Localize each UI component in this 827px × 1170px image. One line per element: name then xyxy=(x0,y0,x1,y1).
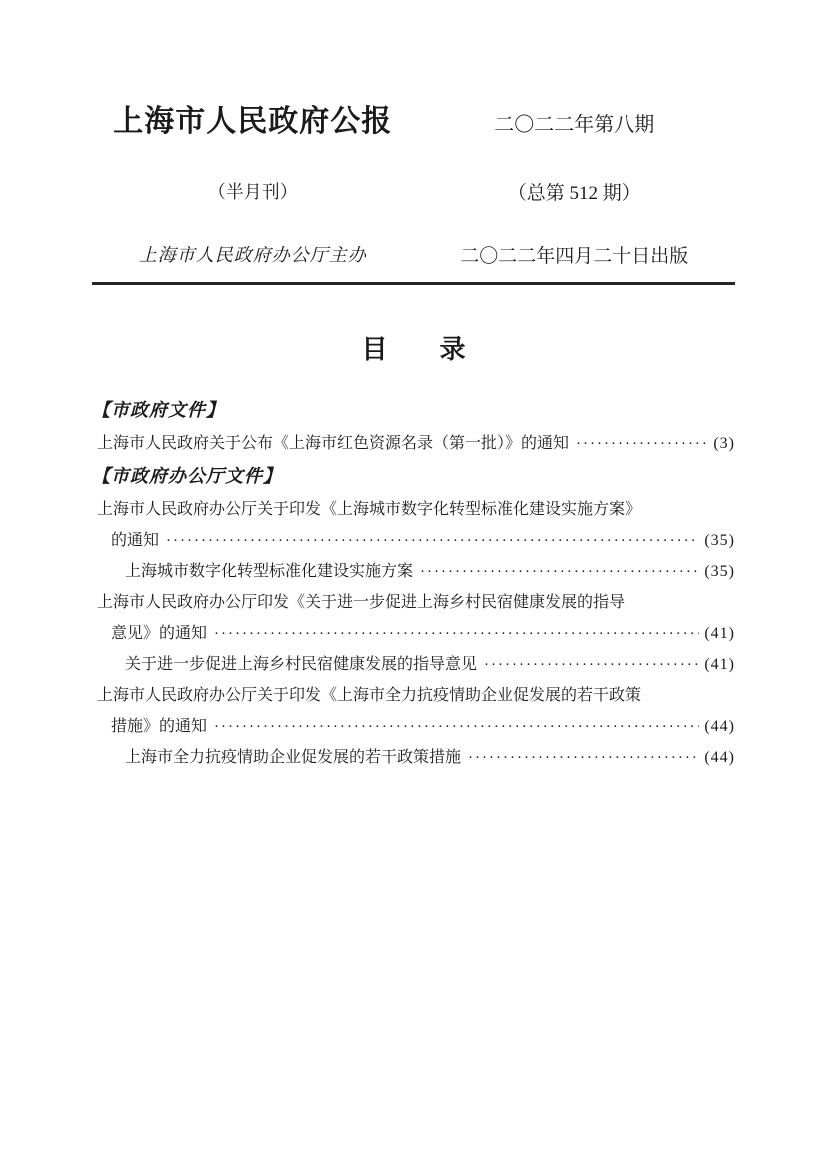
gazette-title: 上海市人民政府公报 xyxy=(113,105,393,138)
toc-entry-continuation xyxy=(92,525,735,556)
masthead-row-title xyxy=(92,104,735,140)
toc-entry xyxy=(92,494,735,525)
dot-leader xyxy=(166,525,699,557)
organizer: 上海市人民政府办公厅主办 xyxy=(138,245,367,265)
masthead xyxy=(92,0,735,285)
toc-entry xyxy=(92,428,735,459)
toc-entry-title: 上海市人民政府办公厅关于印发《上海城市数字化转型标准化建设实施方案》 xyxy=(97,501,642,518)
toc-section-header xyxy=(92,393,735,428)
frequency-note: （半月刊） xyxy=(207,182,298,202)
dot-leader xyxy=(214,711,699,743)
page-number: (41) xyxy=(704,625,735,642)
dot-leader xyxy=(484,649,699,681)
dot-leader xyxy=(468,742,699,774)
toc-entry xyxy=(92,587,735,618)
toc-entry-title: 上海市全力抗疫情助企业促发展的若干政策措施 xyxy=(125,749,462,766)
masthead-row-publisher xyxy=(92,241,735,282)
toc-entry xyxy=(92,680,735,711)
toc-entry-continuation xyxy=(92,711,735,742)
toc-entry-title: 的通知 xyxy=(111,532,160,549)
page-number: (3) xyxy=(713,435,735,452)
toc-entry-title: 上海市人民政府办公厅印发《关于进一步促进上海乡村民宿健康发展的指导 xyxy=(97,594,626,611)
dot-leader xyxy=(576,428,708,460)
toc-entry-continuation xyxy=(92,618,735,649)
dot-leader xyxy=(214,618,699,650)
toc-section-label: 【市政府办公厅文件】 xyxy=(92,466,282,486)
toc-entry-title: 上海城市数字化转型标准化建设实施方案 xyxy=(125,563,414,580)
toc-heading: 目 录 xyxy=(361,335,466,364)
toc-entry-title: 上海市人民政府办公厅关于印发《上海市全力抗疫情助企业促发展的若干政策 xyxy=(97,687,642,704)
toc-subentry xyxy=(92,556,735,587)
toc-subentry xyxy=(92,742,735,773)
cumulative-issue: （总第 512 期） xyxy=(507,183,641,204)
page-number: (35) xyxy=(704,532,735,549)
page-number: (41) xyxy=(704,656,735,673)
page-number: (35) xyxy=(704,563,735,580)
toc-section-header xyxy=(92,459,735,494)
page-number: (44) xyxy=(704,749,735,766)
dot-leader xyxy=(420,556,699,588)
issue-number: 二〇二二年第八期 xyxy=(494,114,655,136)
toc-entry-title: 上海市人民政府关于公布《上海市红色资源名录（第一批）》的通知 xyxy=(97,435,570,452)
toc-section-label: 【市政府文件】 xyxy=(92,400,225,420)
toc-entry-title: 意见》的通知 xyxy=(111,625,208,642)
page-number: (44) xyxy=(704,718,735,735)
toc-subentry xyxy=(92,649,735,680)
masthead-row-frequency xyxy=(92,178,735,205)
publish-date: 二〇二二年四月二十日出版 xyxy=(460,246,689,267)
toc-entry-title: 关于进一步促进上海乡村民宿健康发展的指导意见 xyxy=(125,656,478,673)
toc-list xyxy=(92,393,735,773)
toc-entry-title: 措施》的通知 xyxy=(111,718,208,735)
